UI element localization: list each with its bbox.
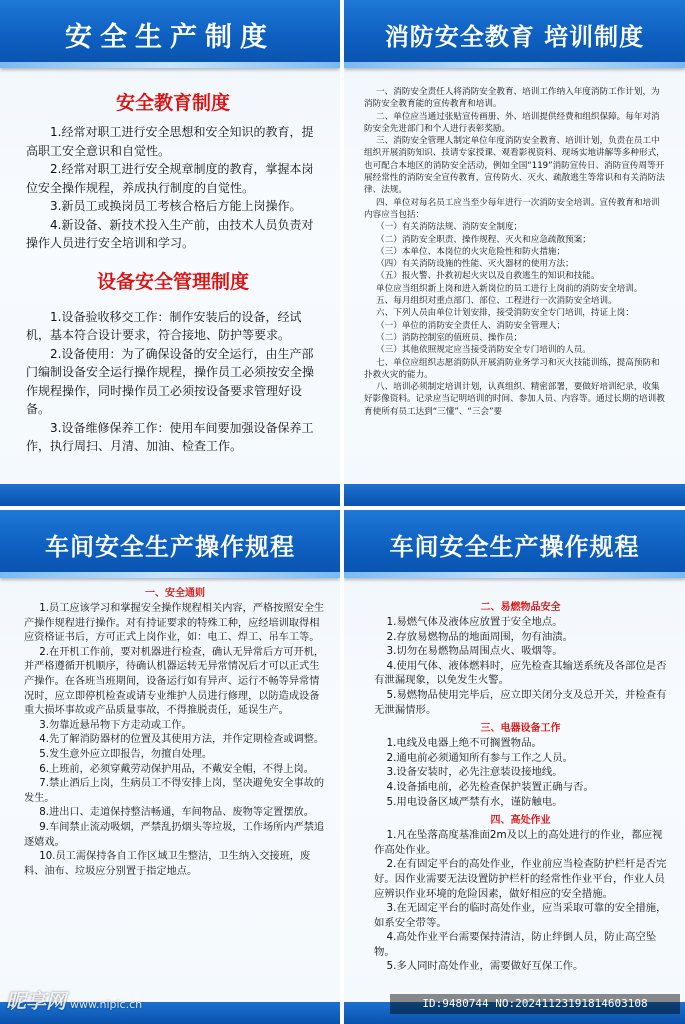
workshop-rules-panel-left [0,510,340,1024]
rule-item: 一、消防安全责任人将消防安全教育、培训工作纳入年度消防工作计划，为消防安全教育能的宣传教育和培训。 [364,87,660,110]
rule-item: 5.多人同时高处作业，需要做好互保工作。 [386,960,584,973]
panel-body [0,584,340,879]
rule-item: （一）单位的消防安全责任人、消防安全管理人； [376,320,566,331]
rule-item: 六、下列人员由单位计划安排，接受消防安全专门培训，持证上岗： [376,308,634,319]
rule-item: 5.用电设备区域严禁有水，谨防触电。 [386,795,563,808]
rule-item: 8.进出口、走道保持整洁畅通，车间物品、废物等定置摆放。 [39,807,314,819]
panel-footer [344,484,685,506]
panel-title: 车间安全生产操作规程 [389,532,640,561]
panel-body [344,596,685,974]
rule-item: 八、培训必须制定培训计划，认真组织、精密部署，要做好培训纪录，收集好影像资料。记录应当记明培训的时间、参加人员、内容等。通过长期的培训教育使所有员工达到“三懂”、“三会”要 [364,382,665,417]
rule-item: 6.上班前，必须穿戴劳动保护用品，不戴安全帽，不得上岗。 [39,763,314,775]
rule-item: （二）消防控制室的值班员、操作员； [376,332,523,343]
panel-title: 安全生产制度 [65,21,275,53]
panel-footer [0,484,340,506]
section-title: 设备安全管理制度 [96,270,249,293]
site-name: 昵享网 [6,989,66,1013]
workshop-rules-panel-right [344,510,685,1024]
panel-header [344,0,685,68]
rule-item: 4.设备插电前，必先检查保护装置正确与否。 [386,780,594,793]
rule-item: 2.在开机工作前，要对机器进行检查，确认无异常后方可开机，并严格遵循开机顺序，待确认机器运转无异常情况后才可以正式生产操作。在各班当班期间，设备运行如有异声、运行不畅等异常情况时，应立即停机检查或请专业维护人员进行修理，以防造成设备重大损坏事故或产品质量事故，不得推脱责任，延误生产。 [24,646,325,717]
image-id-watermark: ID:9480744 NO:20241123191814603108 [390,994,680,1014]
panel-title: 车间安全生产操作规程 [45,532,295,561]
rule-item: 五、每月组织对重点部门、部位、工程进行一次消防安全培训。 [376,296,617,307]
panel-header [0,510,340,578]
panel-body [344,86,685,418]
site-url: www.nipic.cn [70,998,143,1011]
rule-item: 3.新员工或换岗员工考核合格后方能上岗操作。 [50,199,302,213]
rule-item: （四）有关消防设施的性能、灭火器材的使用方法； [376,259,574,270]
rule-item: 1.易燃气体及液体应放置于安全地点。 [386,616,563,628]
section-title: 安全教育制度 [115,92,230,114]
rule-item: 2.通电前必须通知所有参与工作之人员。 [386,751,574,764]
rule-item: 1.经常对职工进行安全思想和安全知识的教育，提高职工安全意识和自觉性。 [26,125,314,158]
rule-item: 3.设备维修保养工作：使用车间要加强设备保养工作，执行周扫、月清、加油、检查工作。 [26,420,314,453]
rule-item: （三）其他依照规定应当接受消防安全专门培训的人员。 [376,345,591,356]
rule-item: 四、单位对每名员工应当至少每年进行一次消防安全培训。宣传教育和培训内容应当包括： [364,197,660,220]
rule-item: 4.高处作业平台需要保持清洁，防止绊倒人员，防止高空坠物。 [374,931,657,958]
rule-item: 3.在无固定平台的临时高处作业，应当采取可靠的安全措施，如系安全带等。 [374,902,667,929]
rule-item: 10.员工需保持各自工作区域卫生整洁，卫生纳入交接班，废料、油布、垃圾应分别置于指定地点。 [24,851,311,877]
rule-item: 2.在有固定平台的高处作业，作业前应当检查防护栏杆是否完好。因作业需要无法设置防护栏杆的经常性作业平台，作业人员应辨识作业环境的危险因素，做好相应的安全措施。 [374,858,667,900]
rule-item: 3.勿靠近悬吊物下方走动或工作。 [39,719,192,731]
rule-item: 3.设备安装时，必先注意装设接地线。 [386,766,563,779]
rule-item: 4.使用气体、液体燃料时，应先检查其输送系统及各部位是否有泄漏现象，以免发生火警。 [374,659,667,687]
rule-item: 3.切勿在易燃物品周围点火、吸烟等。 [386,645,563,658]
rule-item: 1.设备验收移交工作：制作安装后的设备，经试机，基本符合设计要求，符合接地、防护等要求。 [26,309,302,342]
panel-body [0,88,340,456]
section-title: 二、易燃物品安全 [480,602,561,613]
rule-item: （一）有关消防法规、消防安全制度； [376,222,523,233]
rule-item: 7.禁止酒后上岗，生病员工不得安排上岗，坚决避免安全事故的发生。 [24,778,325,804]
rule-item: 二、单位应当通过张贴宣传画册、外、培训提供经费和组织保障。每年对消防安全先进部门和个人进行表彰奖励。 [364,111,660,134]
rule-item: 5.发生意外应立即报告，勿擅自处理。 [39,748,213,760]
rule-item: 2.设备使用：为了确保设备的安全运行，由生产部门编制设备安全运行操作规程，操作员工必须按安全操作规程操作，同时操作员工必须按设备要求管理好设备。 [26,346,315,416]
section-title: 四、高处作业 [490,815,551,827]
safety-production-panel [0,0,340,506]
rule-item: （三）本单位、本岗位的火灾危险性和防火措施； [376,246,566,257]
panel-header [0,0,340,68]
section-title: 一、安全通则 [145,588,205,599]
rule-item: 三、消防安全管理人制定单位年度消防安全教育、培训计划，负责在员工中组织开展消防知识、技请专家授课、观看影视资料、现场实地讲解等多种形式，也可配合本地区的消防安全活动，例如全国“119”消防宣传日、消防宣传周等开展经常性的消防安全宣传教育，宣传防火、灭火、疏散逃生等常识和有关消防法律、法规。 [364,136,665,196]
rule-item: 4.新设备、新技术投入生产前，由技术人员负责对操作人员进行安全培训和学习。 [26,217,314,250]
rule-item: 1.电线及电器上绝不可搁置物品。 [386,737,542,750]
rule-item: （二）消防安全职责、操作规程、灭火和应急疏散预案； [376,234,591,245]
rule-item: 单位应当组织新上岗和进入新岗位的员工进行上岗前的消防安全培训。 [376,283,643,294]
panel-header [344,510,685,578]
panel-title: 消防安全教育 培训制度 [384,22,645,51]
rule-item: （五）报火警、扑救初起火灾以及自救逃生的知识和技能。 [376,271,600,282]
rule-item: 9.车间禁止流动吸烟，严禁乱扔烟头等垃圾，工作场所内严禁追逐嬉戏。 [24,821,325,848]
site-watermark [6,985,142,1014]
fire-training-panel [344,0,685,506]
rule-item: 1.凡在坠落高度基准面2m及以上的高处进行的作业，都应视作高处作业。 [374,829,663,856]
rule-item: 1.员工应该学习和掌握安全操作规程相关内容，严格按照安全生产操作规程进行操作。对有持证要求的特殊工种，应经培训取得相应资格证书后，方可正式上岗作业，如：电工、焊工、吊车工等。 [24,603,325,644]
section-title: 三、电器设备工作 [480,723,561,735]
rule-item: 5.易燃物品使用完毕后，应立即关闭分支及总开关，并检查有无泄漏情形。 [374,688,667,716]
rule-item: 七、单位应组织志愿消防队开展消防业务学习和灭火技能训练，提高预防和扑救火灾的能力。 [364,357,660,380]
rule-item: 2.存放易燃物品的地面周围，勿有油渍。 [386,630,574,643]
rule-item: 4.先了解消防器材的位置及其使用方法，并作定期检查或调整。 [39,734,325,746]
rule-item: 2.经常对职工进行安全规章制度的教育，掌握本岗位安全操作规程，养成执行制度的自觉性。 [26,162,314,195]
